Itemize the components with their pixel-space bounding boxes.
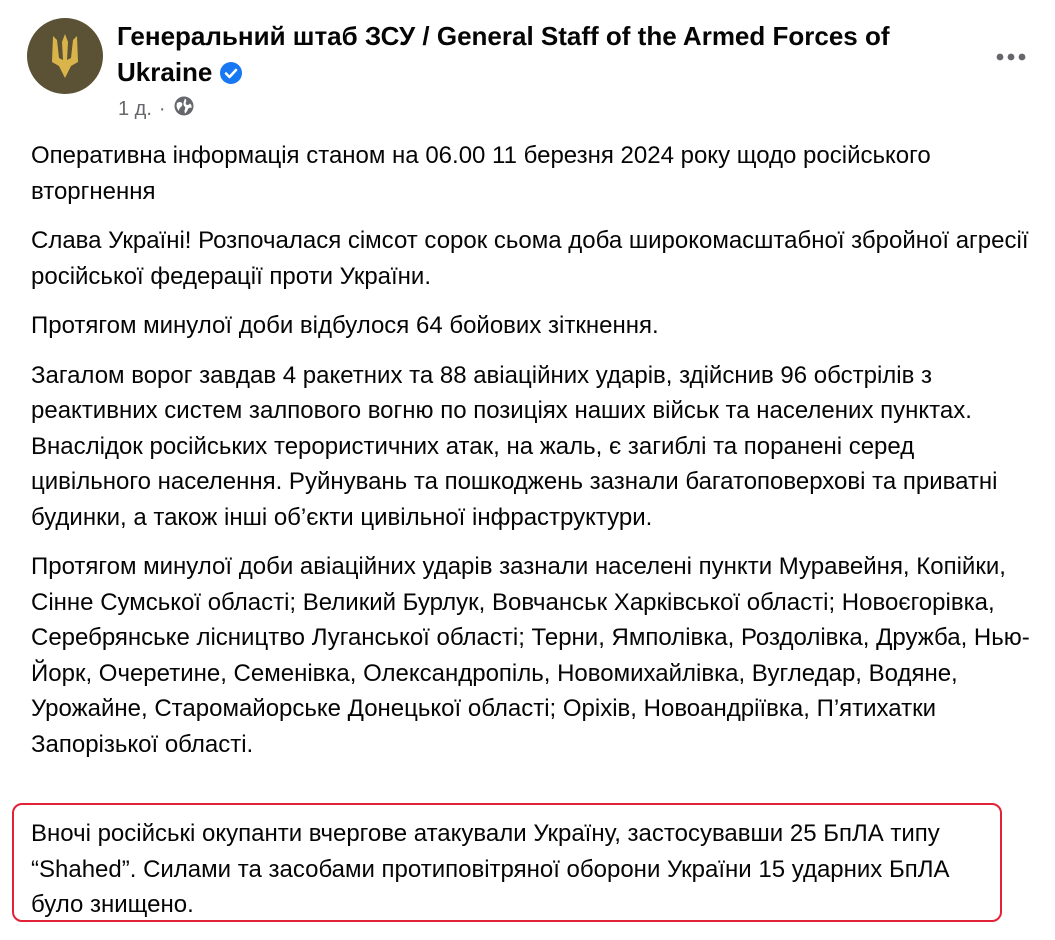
page-avatar[interactable] [27, 18, 103, 94]
post-paragraph: Загалом ворог завдав 4 ракетних та 88 авіаційних ударів, здійснив 96 обстрілів з реактивних систем залпового вогню по позиціях наших військ та населених пунктах. Внаслідок російських терористичних атак, на жаль, є загиблі та поранені серед цивільного населення. Руйнувань та пошкоджень зазнали багатоповерхові та приватні будинки, а також інші об’єкти цивільної інфраструктури. [31, 361, 998, 531]
post-paragraph-title: Оперативна інформація станом на 06.00 11 березня 2024 року щодо російського вторгнення [31, 142, 931, 205]
more-horizontal-icon [996, 35, 1026, 69]
more-options-button[interactable] [989, 30, 1033, 74]
highlighted-paragraph: Вночі російські окупанти вчергове атакували Україну, застосувавши 25 БпЛА типу “Shahed”. Силами та засобами протиповітряної оборони України 15 ударних БпЛА було знищено. [31, 820, 950, 918]
post-paragraph: Протягом минулої доби авіаційних ударів зазнали населені пункти Муравейня, Копійки, Сінне Сумської області; Великий Бурлук, Вовчанськ Харківської області; Новоєгорівка, Серебрянське лісництво Луганської області; Терни, Ямполівка, Роздолівка, Дружба, Нью-Йорк, Очеретине, Семенівка, Олександропіль, Новомихайлівка, Вугледар, Водяне, Урожайне, Старомайорське Донецької області; Оріхів, Новоандріївка, П’ятихатки Запорізької області. [31, 553, 1030, 758]
globe-icon [173, 95, 195, 123]
post-paragraph: Протягом минулої доби відбулося 64 бойових зіткнення. [31, 312, 659, 339]
verified-badge-icon [220, 57, 242, 93]
post-author [117, 18, 917, 93]
meta-separator: · [158, 97, 166, 120]
post-paragraph: Слава Україні! Розпочалася сімсот сорок сьома доба широкомасштабної збройної агресії російської федерації проти України. [31, 227, 1029, 290]
post-body [31, 138, 1031, 776]
post-timestamp[interactable]: 1 д. [118, 97, 152, 120]
post-meta [118, 94, 195, 124]
author-name-link[interactable]: Генеральний штаб ЗСУ / General Staff of the Armed Forces of Ukraine [117, 21, 890, 87]
trident-emblem-icon [44, 32, 86, 80]
